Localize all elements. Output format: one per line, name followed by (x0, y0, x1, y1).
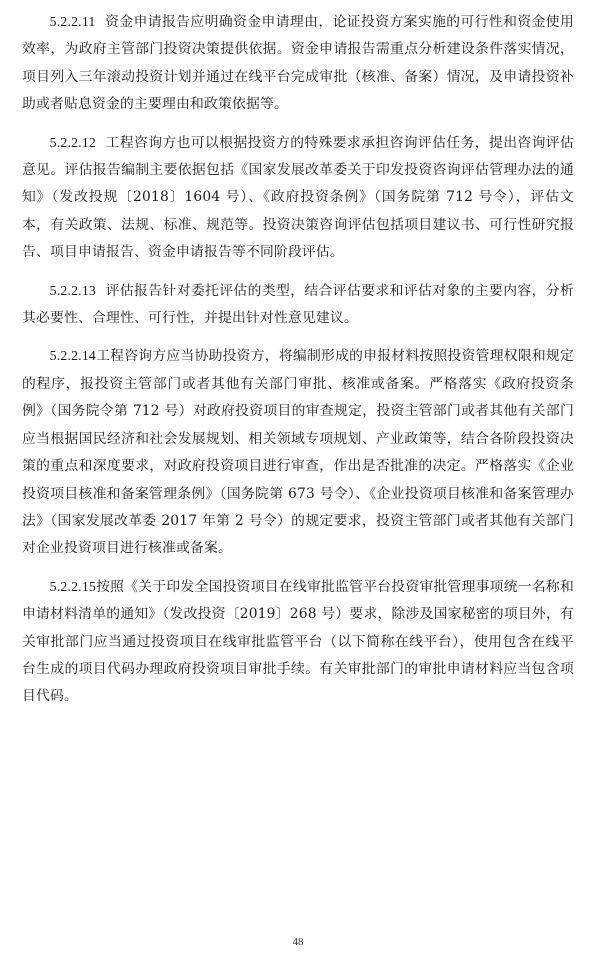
paragraph-text: 按照《关于印发全国投资项目在线审批监管平台投资审批管理事项统一名称和申请材料清单的通知》（发改投资〔2019〕268 号）要求，除涉及国家秘密的项目外，有关审批部门应当通过投资项目在线审批监管平台（以下简称在线平台），使用包含在线平台生成的项目代码办理政府投资项目审批手续。有关审批部门的审批申请材料应当包含项目代码。 (22, 578, 574, 705)
clause-number: 5.2.2.15 (49, 578, 97, 594)
clause-number: 5.2.2.12 (49, 134, 97, 150)
clause-number: 5.2.2.13 (49, 282, 97, 298)
paragraph-5-2-2-13 (22, 277, 574, 333)
paragraph-5-2-2-11 (22, 8, 574, 119)
page-number: 48 (292, 936, 304, 948)
paragraph-5-2-2-15 (22, 573, 574, 711)
clause-number: 5.2.2.14 (49, 348, 97, 364)
document-page (22, 8, 574, 938)
clause-number: 5.2.2.11 (49, 14, 96, 29)
paragraph-5-2-2-14 (22, 342, 574, 562)
paragraph-text: 工程咨询方也可以根据投资方的特殊要求承担咨询评估任务，提出咨询评估意见。评估报告编制主要依据包括《国家发展改革委关于印发投资咨询评估管理办法的通知》（发改投规〔2018〕1604 号）、《政府投资条例》（国务院第 712 号令），评估文本，有关政策、法规、标准、规范等。投资决策咨询评估包括项目建议书、可行性研究报告、项目申请报告、资金申请报告等不同阶段评估。 (22, 134, 574, 261)
paragraph-text: 评估报告针对委托评估的类型，结合评估要求和评估对象的主要内容，分析其必要性、合理性、可行性，并提出针对性意见建议。 (22, 282, 574, 327)
paragraph-5-2-2-12 (22, 129, 574, 267)
paragraph-text: 资金申请报告应明确资金申请理由，论证投资方案实施的可行性和资金使用效率，为政府主管部门投资决策提供依据。资金申请报告需重点分析建设条件落实情况，项目列入三年滚动投资计划并通过在线平台完成审批（核准、备案）情况，及申请投资补助或者贴息资金的主要理由和政策依据等。 (22, 14, 574, 113)
paragraph-text: 工程咨询方应当协助投资方，将编制形成的申报材料按照投资管理权限和规定的程序，报投资主管部门或者其他有关部门审批、核准或备案。严格落实《政府投资条例》（国务院令第 712 号）对政府投资项目的审查规定，投资主管部门或者其他有关部门应当根据国民经济和社会发展规划、相关领域专项规划、产业政策等，结合各阶段投资决策的重点和深度要求，对政府投资项目进行审查，作出是否批准的决定。严格落实《企业投资项目核准和备案管理条例》（国务院第 673 号令）、《企业投资项目核准和备案管理办法》（国家发展改革委 2017 年第 2 号令）的规定要求，投资主管部门或者其他有关部门对企业投资项目进行核准或备案。 (22, 348, 574, 557)
